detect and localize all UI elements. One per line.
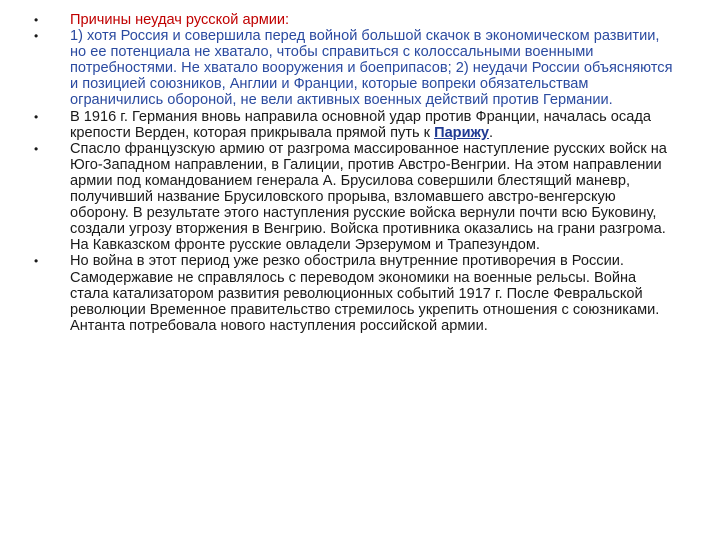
verdun-text: В 1916 г. Германия вновь направила основной удар против Франции, началась осада крепости Верден, которая прикрывала прямой путь к — [70, 108, 651, 141]
reasons-text: 1) хотя Россия и совершила перед войной большой скачок в экономическом развитии, но ее потенциала не хватало, чтобы справиться с колоссальными военными потребностями. Не хватало вооружения и боеприпасов; 2) неудачи России объясняются и позицией союзников, Англии и Франции, которые вопреки обязательствам ограничились обороной, не вели активных военных действий против Германии. — [70, 28, 673, 109]
bullet-dot-icon: • — [34, 29, 39, 44]
bullet-item-title — [34, 12, 674, 28]
bullet-item-brusilov — [34, 141, 674, 254]
bullet-item-revolution — [34, 253, 674, 333]
bullet-list — [34, 12, 674, 334]
revolution-text: Но война в этот период уже резко обострила внутренние противоречия в России. Самодержавие не справлялось с переводом экономики на военные рельсы. Война стала катализатором развития революционных событий 1917 г. После Февральской революции Временное правительство стремилось укрепить отношения с союзниками. Антанта потребовала нового наступления российской армии. — [70, 253, 660, 334]
verdun-text-end: . — [489, 124, 494, 141]
bullet-item-verdun — [34, 109, 674, 141]
bullet-item-reasons — [34, 28, 674, 108]
bullet-dot-icon: • — [34, 141, 39, 156]
bullet-dot-icon: • — [34, 13, 39, 27]
bullet-dot-icon: • — [34, 254, 39, 269]
paris-link[interactable]: Парижу — [434, 124, 490, 141]
bullet-dot-icon: • — [34, 109, 39, 124]
brusilov-text: Спасло французскую армию от разгрома массированное наступление русских войск на Юго-Западном направлении, в Галиции, против Австро-Венгрии. На этом направлении армии под командованием генерала А. Брусилова совершили блестящий маневр, получивший название Брусиловского прорыва, взломавшего австро-венгерскую оборону. В результате этого наступления русские войска вернули почти всю Буковину, создали угрозу вторжения в Венгрию. Войска противника оказались на грани разгрома. На Кавказском фронте русские овладели Эрзерумом и Трапезундом. — [70, 140, 667, 254]
slide-heading: Причины неудач русской армии: — [70, 12, 290, 28]
